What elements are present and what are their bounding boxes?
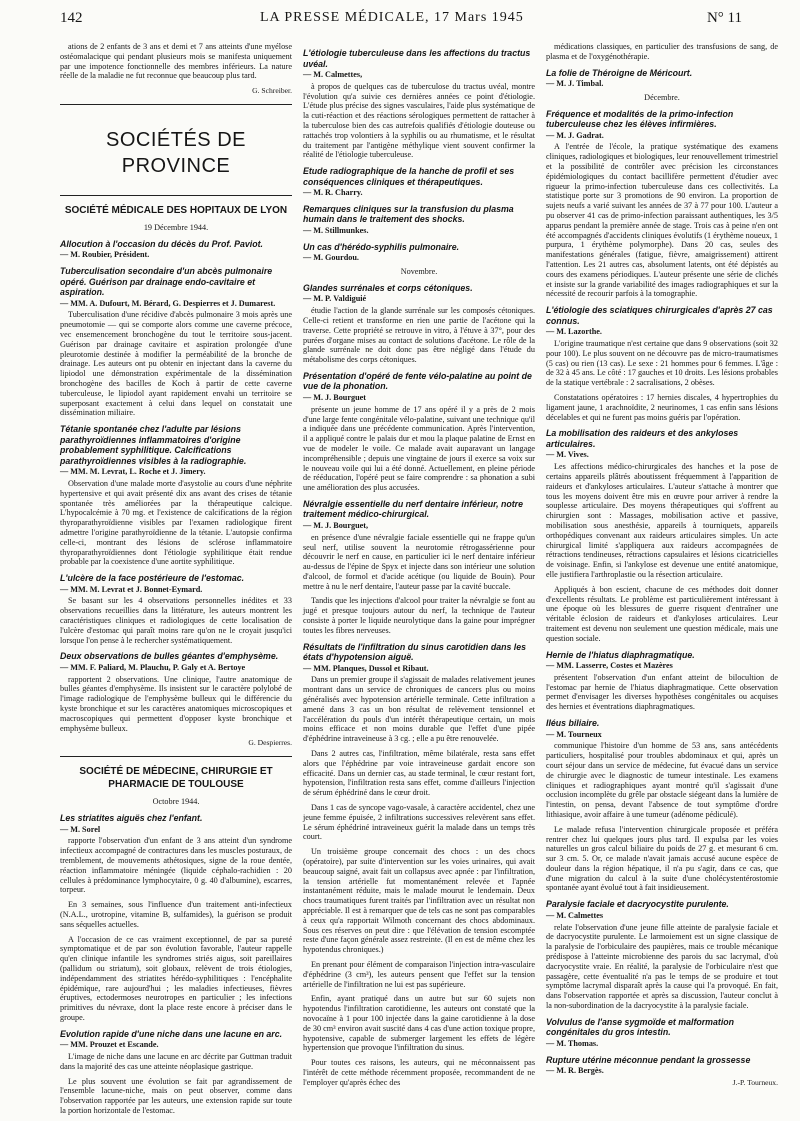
- article-body: Enfin, ayant pratiqué dans un autre but sur 60 sujets non hypotendus l'infiltration carotidienne, les auteurs ont constaté que la novocaïne à 1 pour 100 injectée dans la gaine carotidienne à la dose de 30 cm³ environ avait suscité dans 4 cas d'une action toxique propre, hypotensive, capable de submerger largement les effets de légère hypertension que provoque l'infiltration du sinus.: [303, 994, 535, 1053]
- article-title: Evolution rapide d'une niche dans une lacune en arc.: [60, 1028, 283, 1039]
- society-title: SOCIÉTÉ MÉDICALE DES HOPITAUX DE LYON: [64, 204, 288, 216]
- article-authors: — MM. Lasserre, Costes et Mazères: [546, 661, 673, 671]
- article-body: Tandis que les injections d'alcool pour traiter la névralgie se font au jugé et presque toujours autour du nerf, la technique de l'auteur consiste à porter le liquide neurolytique dans la gaine pour imprégner toutes les fibres nerveuses.: [303, 596, 535, 635]
- article-authors: — M. R. Charry.: [303, 188, 363, 198]
- signature: G. Schreiber.: [252, 86, 292, 96]
- article-body: Dans 2 autres cas, l'infiltration, même bilatérale, resta sans effet alors que l'éphédrine par voie intraveineuse gardait encore son efficacité. Dans un dernier cas, au stade terminal, le cœur restant fort, hypotension, l'infiltration resta sans effet, comme d'ailleurs l'injection de sérum éphédriné dans le cœur droit.: [303, 749, 535, 798]
- article-authors: — M. Lazorthe.: [546, 327, 602, 337]
- column-middle: [303, 42, 535, 1093]
- article-body: Appliqués à bon escient, chacune de ces méthodes doit donner d'excellents résultats. Le problème est particulièrement intéressant à une époque où les blessures de guerre risquent d'entraîner une véritable éclosion de raideurs et d'ankyloses articulaires. Leur traitement est devenu non seulement une question médicale, mais une question sociale.: [546, 584, 778, 643]
- article-body: Tuberculisation d'une récidive d'abcès pulmonaire 3 mois après une pneumotomie — qui se comporte alors comme une caverne précoce, vec ensemencement bronchogène du tout le territoire sous-jacent. Guérison par drainage cavitaire et aspiration prolongée d'une pleurotomie destinée à modifier la perméabilité de la bronche de drainage. Les auteurs ont pu obtenir en injectant dans la caverne du lipiodol une démonstration expérimentale de la dissémination bronchogène des bacilles de Koch à partir de cette caverne tuberculeuse, le lipiodol ayant rapidement envahi un territoire se superposant exactement à celui dans lequel on constatait une dissémination miliaire.: [60, 310, 292, 418]
- article-authors: — M. Tourneux: [546, 729, 602, 739]
- article-authors: — M. Calmettes,: [303, 70, 363, 79]
- article-authors: — M. R. Bergès.: [546, 1066, 604, 1076]
- article-title: Résultats de l'infiltration du sinus carotidien dans les états d'hypotension aiguë.: [303, 641, 527, 663]
- article-body: Les affections médico-chirurgicales des hanches et la pose de certains appareils plâtrés aboutissent fréquemment à l'apparition de raideurs et d'ankyloses articulaires. L'auteur s'attache à montrer que tous les moyens doivent être mis en œuvre pour arriver à rendre la souplesse articulaire. Des moyens thérapeutiques qui s'offrent au chirurgien sont : Massages, mobilisation active et passive, mobilisation sous anesthésie, appareils à tourniquets, appareils orthopédiques convenant aux raideurs articulaires simples. Un acte chirurgical limité s'appliquera aux raideurs accompagnées de rétractions tendineuses, rétractions capsulaires et lésions cicatricielles de voisinage. Enfin, si l'ankylose est devenue une entité anatomique, elle justifiera l'arthroplastie ou la résection articulaire.: [546, 462, 778, 579]
- article-title: Rupture utérine méconnue pendant la grossesse: [546, 1054, 751, 1065]
- article-title: La folie de Théroigne de Méricourt.: [546, 67, 693, 78]
- article-body: Le plus souvent une évolution se fait par agrandissement de l'ensemble lacune-niche, mais on peut observer, comme dans l'observation rapportée par les auteurs, une extension rapide sur toute la portion horizontale de l'estomac.: [60, 1076, 292, 1115]
- session-month: Décembre.: [644, 92, 680, 102]
- article-body: à propos de quelques cas de tuberculose du tractus uvéal, montre l'évolution qu'a suivie ces dernières années ce point d'étiologie. L'étude plus précise des signes vasculaires, l'aide plus systématique de la cuti-réaction et des réactions sérologiques permettent de rattacher à la tuberculose bien des cas autrefois qualifiés d'étiologie douteuse ou rattachés trop volontiers à la syphilis ou au rhumatisme, et le résultat du traitement par l'antigène méthylique vient souvent confirmer la réalité de l'étiologie tuberculeuse.: [303, 81, 535, 160]
- session-date: 19 Décembre 1944.: [143, 222, 209, 232]
- article-title: L'étiologie tuberculeuse dans les affections du tractus uvéal.: [303, 48, 531, 69]
- article-authors: — M. Roubier, Président.: [60, 250, 150, 260]
- continued-paragraph: ations de 2 enfants de 3 ans et demi et 7 ans atteints d'une myélose ostéomalacique qui pendant plusieurs mois se manifesta uniquement par une impotence fonctionnelle des membres inférieurs. La nature réelle de la maladie ne fut reconnue que beaucoup plus tard.: [60, 42, 292, 81]
- article-title: Un cas d'hérédo-syphilis pulmonaire.: [303, 241, 460, 252]
- article-body: L'origine traumatique n'est certaine que dans 9 observations (soit 32 pour 100). Le plus souvent on ne découvre pas de micro-traumatismes (5 cas) ou rien (13 cas). Le sexe : 21 hommes pour 6 femmes. L'âge : de 32 à 45 ans. Le côté : 17 gauches et 10 droits. Les lésions probables de la statique vertébrale : 2 sacralisations, 2 obèses.: [546, 339, 778, 388]
- article-body: En prenant pour élément de comparaison l'injection intra-vasculaire d'éphédrine (3 cm³), les auteurs pensent que l'effet sur la tension artérielle de l'infiltration ne lui est pas supérieure.: [303, 959, 535, 989]
- signature: G. Despierres.: [248, 738, 292, 748]
- article-body: rapportent 2 observations. Une clinique, l'autre anatomique de bulles géantes d'emphysème. Ils insistent sur le caractère polylobé de l'image radiologique de l'emphysème bulleux qui le différencie du kyste bronchique et sur les caractères anatomiques microscopiques et macroscopiques qui permettent d'opposer kyste bronchique et emphysème bulleux.: [60, 674, 292, 733]
- article-body: Constatations opératoires : 17 hernies discales, 4 hypertrophies du ligament jaune, 1 arachnoïdite, 2 neurinomes, 1 cas enfin sans lésions décelables et qui ne furent pas moins guéris par l'opération.: [546, 393, 778, 422]
- article-title: Névralgie essentielle du nerf dentaire inférieur, notre traitement médico-chirurgical.: [303, 498, 523, 520]
- article-body: En 3 semaines, sous l'influence d'un traitement anti-infectieux (N.A.L., urotropine, vitamine B, sulfamides), la guérison se produit sans séquelles actuelles.: [60, 900, 292, 929]
- article-authors: — M. Vives.: [546, 450, 589, 460]
- article-body: A l'entrée de l'école, la pratique systématique des examens cliniques, radiologiques et biologiques, leur renouvellement trimestriel et la possibilité de contrôler avec précision les circonstances épidémiologiques du contact bacillifère permettent d'étudier avec rigueur la primo-infection tuberculeuse dans ces collectivités. La statistique porte sur 3 promotions de 90 environ. La proportion de sujets neufs a varié suivant les années de 37 à 77 pour 100. L'auteur a pu observer 41 cas de primo-infection paraissant authentiques, les 3/5 apparus pendant la première année de stage. Trois cas à peine n'en ont été accompagnés d'accidents cliniques évolutifs (1 érythème noueux, 1 purpura, 1 érythème polymorphe). Dans 20 cas, seules des manifestations générales (fatigue, fièvre, amaigrissement) attirent l'attention. Les 21 autres cas, absolument latents, ont été dépistés au cours des examens périodiques. L'auteur présente une série de clichés et insiste sur la grande variabilité des images radiographiques et sur la nécessité de recourir parfois à la tomographie.: [546, 142, 778, 299]
- signature: J.-P. Tourneux.: [732, 1077, 778, 1087]
- article-title: Les striatites aiguës chez l'enfant.: [60, 813, 203, 824]
- article-authors: — M. Sorel: [60, 824, 101, 834]
- journal-title: LA PRESSE MÉDICALE, 17 Mars 1945: [260, 10, 524, 25]
- article-authors: — MM. Prouzet et Escande.: [60, 1040, 159, 1050]
- article-authors: — M. J. Gadrat.: [546, 130, 604, 140]
- section-heading: SOCIÉTÉS DE PROVINCE: [106, 128, 246, 177]
- article-authors: — M. Gourdou.: [303, 253, 359, 263]
- article-body: en présence d'une névralgie faciale essentielle qui ne frappe qu'un seul nerf, utilise souvent la neurotomie rétrogassérienne pour découvrir le nerf en cause, en particulier ici le nerf dentaire inférieur au-dessus de l'épine de Spyx et injecte dans son intérieur une solution d'alcool, de formol et d'acide acétique (ou liquide de Bouin). Pour mettre à nu le nerf dentaire, l'auteur passe par la cavité buccale.: [303, 532, 535, 591]
- article-title: Iléus biliaire.: [546, 718, 600, 729]
- article-title: Glandes surrénales et corps cétoniques.: [303, 282, 473, 293]
- article-body: Dans un premier groupe il s'agissait de malades relativement jeunes montrant dans un service de chroniques de cancers plus ou moins généralisés avec hypotension artérielle terminale. Cette infiltration a amené dans 3 cas un bon résultat de relèvement tensionnel et l'accélération du pouls d'un intérêt thérapeutique certain, un mois moins efficace et non moins durable que l'effet d'une pipée d'éphédrine intraveineuse à 3 cg. ; elle a pu être renouvelée.: [303, 675, 535, 744]
- article-body: Se basant sur les 4 observations personnelles inédites et 33 observations recueillies dans la littérature, les auteurs montrent les caractéristiques cliniques et radiologiques de cette localisation de l'ulcère d'estomac qui paraît moins rare qu'on ne le croyait jusqu'ici lorsque l'on pense à le rechercher systématiquement.: [60, 596, 292, 645]
- article-body: Observation d'une malade morte d'asystolie au cours d'une néphrite hypertensive et qui avait présenté dix ans avant des crises de tétanie spontanée très améliorées par la thérapeutique calcique. L'hypocalcémie à 70 mg. et l'existence de calcifications de la région thyroparathyroïdienne visibles par l'examen radiologique firent admettre l'origine parathyroïdienne de la tétanie. L'autopsie confirma celle-ci, montrant des lésions de sclérose inflammatoire thyroparathyroïdiennes dont l'étiologie syphilitique était rendue probable par la coexistence d'une aortite syphilitique.: [60, 478, 292, 567]
- article-title: Tuberculisation secondaire d'un abcès pulmonaire opéré. Guérison par drainage endo-cavitaire et aspiration.: [60, 266, 273, 298]
- article-title: Volvulus de l'anse sygmoïde et malformation congénitales du gros intestin.: [546, 1016, 735, 1038]
- article-title: Hernie de l'hiatus diaphragmatique.: [546, 649, 695, 660]
- column-left: [60, 42, 292, 1121]
- article-body: A l'occasion de ce cas vraiment exceptionnel, de par sa pureté symptomatique et de par son évolution favorable, l'auteur rappelle qu'en clinique infantile les syndromes striés aigus, soit pareillaires (pallidum ou striatum), soit globaux, relèvent de trois étiologies, indépendamment des striatites hérédo-syphilitiques : l'encéphalite épidémique, rare aujourd'hui ; les maladies infectieuses, fièvres éruptives, ectodermoses neurotropes en particulier ; les infections primitives du névraxe, dont la place reste encore à préciser dans le groupe.: [60, 934, 292, 1022]
- issue-number: N° 11: [706, 10, 742, 26]
- divider: [60, 756, 292, 757]
- article-title: Présentation d'opéré de fente vélo-palatine au point de vue de la phonation.: [303, 370, 532, 392]
- page-header: [60, 10, 760, 32]
- article-authors: — M. P. Valdiguié: [303, 294, 367, 304]
- session-date: Octobre 1944.: [152, 797, 200, 807]
- article-authors: — M. Thomas.: [546, 1038, 599, 1048]
- divider: [60, 104, 292, 105]
- article-body: Un troisième groupe concernait des chocs : un des chocs (opératoire), par suite d'intervention sur les voies urinaires, qui avait beaucoup saigné, avait fait un collapsus avec apnée : par l'infiltration, la tension artérielle fut momentanément relevée et l'apnée instantanément réduite, mais le malade mourut le lendemain. Deux chocs traumatiques furent traités par l'infiltration avec un résultat non appréciable. Il est à remarquer que de tels cas ne sont pas comparables à ceux qu'a rapportait Wilmoth concernant des chocs abdominaux. Sous ces réserves on peut dire : que l'élévation de tension escomptée reste d'une façon générale assez restreinte. (Il en est de même chez les hypotendus chroniques.): [303, 847, 535, 955]
- article-title: Remarques cliniques sur la transfusion du plasma humain dans le traitement des shocks.: [303, 203, 514, 225]
- article-title: Tétanie spontanée chez l'adulte par lésions parathyroïdiennes inflammatoires d'origine probablement syphilitique. Calcifications parathyroïdiennes visibles à la radiographie.: [60, 424, 247, 466]
- article-body: communique l'histoire d'un homme de 53 ans, sans antécédents particuliers, hospitalisé pour troubles abdominaux et qui, après un court séjour dans un service de médecine, fut évacué dans un service de chirurgie avec le diagnostic de tumeur intestinale. Les examens cliniques et radiographiques ayant montré qu'il s'agissait d'une occlusion incomplète du grêle par obstacle siégeant dans la lumière de l'intestin, on pensa, devant l'absence de tout symptôme d'ordre lithiasique, avoir affaire à une tumeur (adénome pédiculé).: [546, 741, 778, 819]
- article-title: Allocution à l'occasion du décès du Prof. Paviot.: [60, 238, 263, 249]
- article-title: La mobilisation des raideurs et des ankyloses articulaires.: [546, 428, 739, 449]
- article-title: L'ulcère de la face postérieure de l'estomac.: [60, 573, 245, 584]
- session-month: Novembre.: [400, 267, 438, 277]
- article-authors: — MM. M. Levrat, L. Roche et J. Jimery.: [60, 467, 206, 477]
- article-body: médications classiques, en particulier des transfusions de sang, de plasma et de l'oxygénothérapie.: [546, 42, 778, 61]
- article-body: présente un jeune homme de 17 ans opéré il y a près de 2 mois d'une large fente congénitale vélo-palatine, suivant une technique qu'il a indiquée dans une précédente communication. Après l'intervention, il a appliqué contre le palais dur et mou la plaque palatine de Ernst en vue de modeler le voile. Ce malade avait auparavant un langage incompréhensible ; depuis une vingtaine de jours il exerce sa voix sur le nouveau voile qui lui a été donné. Actuellement, en pleine période de rééducation, l'opéré peut se faire comprendre : sa phonation a subi une amélioration des plus accusées.: [303, 404, 535, 493]
- article-body: rapporte l'observation d'un enfant de 3 ans atteint d'un syndrome infectieux accompagné de contractures dans les muscles posturaux, de tremblement, de mouvements athétosiques, signe de la roue dentée, réaction inflammatoire méningée (liquide céphalo-rachidien : 20 cellules à prédominance lymphocytaire, 0 g. 40 d'albumine), escarres, torpeur.: [60, 836, 292, 895]
- article-authors: — M. J. Timbal.: [546, 79, 604, 89]
- article-body: présentent l'observation d'un enfant atteint de bilocultion de l'estomac par hernie de l'hiatus diaphragmatique. Cette observation permet d'envisager les diverses hypothèses congénitales ou acquises des hernies et éventrations diaphragmatiques.: [546, 672, 778, 712]
- article-title: Etude radiographique de la hanche de profil et ses conséquences cliniques et thérapeutiques.: [303, 166, 515, 187]
- article-body: étudie l'action de la glande surrénale sur les composés cétoniques. Celle-ci retient et transforme en rien une partie de l'acétone qui la traverse. Cette propriété se retrouve in vitro, à l'étuve à 37°, pour des purées d'organe mises au contact de solutions d'acétone. Le rôle de la glande surrénale ne doit donc pas être négligé dans l'étude du métabolisme des corps cétoniques.: [303, 306, 535, 365]
- article-authors: — MM. Planques, Dussol et Ribaut.: [303, 663, 429, 673]
- article-body: Pour toutes ces raisons, les auteurs, qui ne méconnaissent pas l'intérêt de cette méthode récemment proposée, recommandent de ne l'employer qu'après échec des: [303, 1058, 535, 1087]
- article-authors: — M. Stillmunkes.: [303, 225, 369, 235]
- article-title: Paralysie faciale et dacryocystite purulente.: [546, 899, 729, 910]
- society-title: SOCIÉTÉ DE MÉDECINE, CHIRURGIE ET PHARMACIE DE TOULOUSE: [79, 766, 273, 791]
- article-body: L'image de niche dans une lacune en arc décrite par Guttman traduit dans la majorité des cas une atteinte néoplasique gastrique.: [60, 1052, 292, 1071]
- article-authors: — MM. A. Dufourt, M. Bérard, G. Despierres et J. Dumarest.: [60, 298, 276, 308]
- page-number: 142: [60, 10, 83, 26]
- article-title: L'étiologie des sciatiques chirurgicales d'après 27 cas connus.: [546, 305, 773, 326]
- column-right: [546, 42, 778, 1094]
- article-title: Fréquence et modalités de la primo-infection tuberculeuse chez les élèves infirmières.: [546, 108, 734, 130]
- article-authors: — MM. M. Levrat et J. Bonnet-Eymard.: [60, 584, 203, 594]
- article-authors: — M. J. Bourguet,: [303, 520, 369, 530]
- article-body: Le malade refusa l'intervention chirurgicale proposée et préféra rentrer chez lui quelques jours plus tard. Il expulsa par les voies naturelles un gros calcul biliaire du poids de 27 g. et mesurant 6 cm. sur 3 cm. 5. Or, ce malade n'avait jamais accusé aucune espèce de douleur dans la région hépatique, il n'a pu s'agir, dans ce cas, que d'une migration du calcul à la suite d'une cholécystentérostomie spontanée ayant évolué tout à fait insidieusement.: [546, 824, 778, 893]
- article-title: Deux observations de bulles géantes d'emphysème.: [60, 651, 279, 662]
- article-authors: — M. J. Bourguet: [303, 392, 366, 402]
- article-body: relate l'observation d'une jeune fille atteinte de paralysie faciale et de dacryocystite purulente. Le larmoiement est un signe classique de la paralysie de l'orbiculaire des paupières, mais ce trouble mécanique prédispose à l'atteinte microbienne des parois du sac lacrymal, d'où dacryocystite vraie. En réalité, la paralysie de l'orbiculaire n'est que passagère, cette éventualité n'a pas le temps de se produire et tout symptôme lacrymal disparaît après la cause qui l'a provoqué. En fait, dans l'observation rapportée et après sa discussion, l'auteur conclut à la non-subordination de la dacryocystite à la paralysie faciale.: [546, 922, 778, 1010]
- divider: [60, 195, 292, 196]
- article-body: Dans 1 cas de syncope vago-vasale, à caractère accidentel, chez une jeune femme épuisée, 2 infiltrations successives relevèrent sans effet. Le sérum éphédriné intraveineux guérit la malade dans un temps très court.: [303, 803, 535, 842]
- article-authors: — MM. F. Paliard, M. Plauchu, P. Galy et A. Bertoye: [60, 662, 246, 672]
- article-authors: — M. Calmettes: [546, 910, 604, 920]
